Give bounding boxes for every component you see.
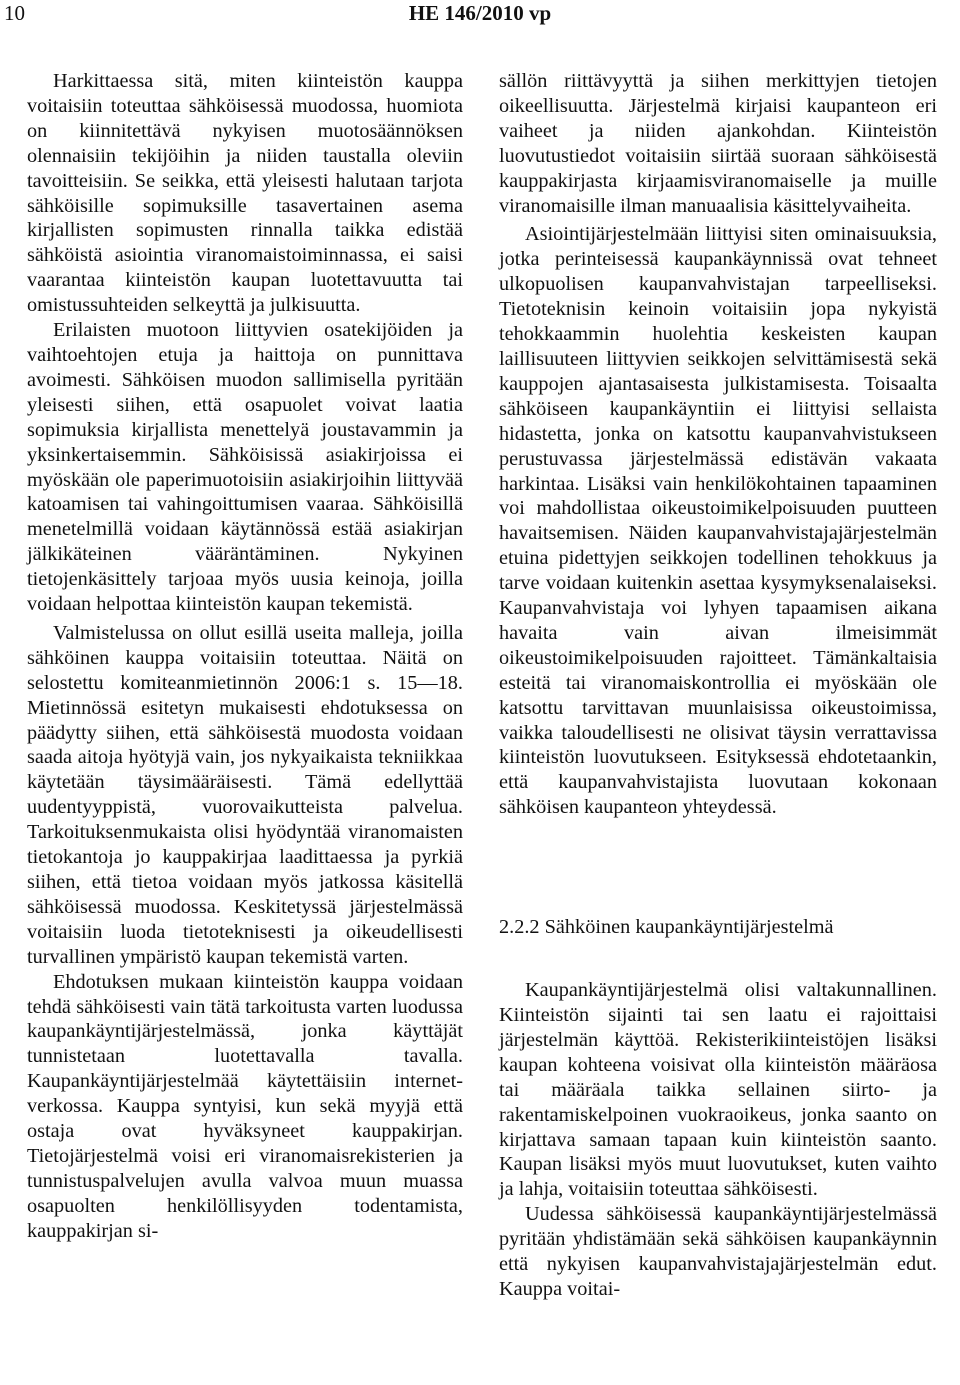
paragraph: Erilaisten muotoon liittyvien osatekijöiden ja vaihtoehtojen etuja ja haittoja on punnittava avoimesti. Sähköisen muodon sallimisella pyritään yleisesti siihen, että osapuolet voivat laatia sopimuksia kirjallista menettelyä joustavammin ja yksinkertaisemmin. Sähköisissä asiakirjoissa ei myöskään ole paperimuotoisiin asiakirjoihin liittyvää katoamisen tai vahingoittumisen vaaraa. Sähköisillä menetelmillä voidaan käytännössä estää asiakirjan jälkikäteinen vääräntäminen. Nykyinen tietojenkäsittely tarjoaa myös uusia keinoja, joilla voidaan helpottaa kiinteistön kaupan tekemistä. — [27, 319, 463, 616]
paragraph: Asiointijärjestelmään liittyisi siten ominaisuuksia, jotka perinteisessä kaupankäynnissä ovat tehneet ulkopuolisen kaupanvahvistajan tarpeelliseksi. Tietoteknisin keinoin voitaisiin jopa nykyistä tehokkaammin huolehtia keskeisten kaupan laillisuuteen liittyvien seikkojen selvittämisestä sekä kauppojen ajantasaisesta julkistamisesta. Toisaalta sähköiseen kaupankäyntiin ei liittyisi sellaista hidastetta, jonka on katsottu kaupanvahvistukseen perustuvassa järjestelmässä edistävän vakaata harkintaa. Lisäksi vain henkilökohtainen tapaaminen voi mahdollistaa oikeustoimikelpoisuuden puutteen havaitsemisen. Näiden kaupanvahvistajajärjestelmän etuina pidettyjen seikkojen todellinen tehokkuus ja tarve voidaan kuitenkin asettaa kysymyksenalaiseksi. Kaupanvahvistaja voi lyhyen tapaamisen aikana havaita vain aivan ilmeisimmät oikeustoimikelpoisuuden rajoitteet. Tämänkaltaisia esteitä tai viranomaiskontrollia ei myöskään ole katsottu tarvittavan muunlaisissa oikeustoimissa, vaikka taloudellisesti ne olisivat täysin verrattavissa kiinteistön luovutukseen. Esityksessä ehdotetaankin, että kaupanvahvistajista luovutaan kokonaan sähköisen kaupanteon yhteydessä. — [499, 223, 937, 819]
section-heading: 2.2.2 Sähköinen kaupankäyntijärjestelmä — [499, 916, 834, 939]
document-id: HE 146/2010 vp — [408, 1, 552, 25]
paragraph: Valmistelussa on ollut esillä useita malleja, joilla sähköinen kauppa voitaisiin toteuttaa. Näitä on selostettu komiteanmietinnön 2006:1 s. 15—18. Mietinnössä esitetyn mukaisesti ehdotuksessa on päädytty siihen, että sähköisestä muodosta voidaan saada aitoja hyötyjä vain, jos nykyaikaista tekniikkaa käytetään täysimääräisesti. Tämä edellyttää uudentyyppistä, vuorovaikutteista palvelua. Tarkoituksenmukaista olisi hyödyntää viranomaisten tietokantoja jo kauppakirjaa laadittaessa ja pyrkiä siihen, että tietoa voidaan myös jatkossa käsitellä sähköisessä muodossa. Keskitetyssä järjestelmässä voitaisiin luoda tietoteknisesti ja oikeudellisesti turvallinen ympäristö kaupan tekemistä varten. — [27, 621, 463, 968]
paragraph: Uudessa sähköisessä kaupankäyntijärjestelmässä pyritään yhdistämään sekä sähköisen kaupankäynnin että nykyisen kaupanvahvistajajärjestelmän edut. Kauppa voitai- — [499, 1203, 937, 1300]
right-column — [499, 69, 937, 1302]
paragraph: Harkittaessa sitä, miten kiinteistön kauppa voitaisiin toteuttaa sähköisessä muodossa, huomiota on kiinnitettävä nykyisen muotosäännöksen olennaisiin tekijöihin ja niiden taustalla oleviin tavoitteisiin. Se seikka, että yleisesti halutaan tarjota sähköisille sopimuksille tasavertainen asema kirjallisten sopimusten rinnalla taikka edistää sähköistä asiointia viranomaistoiminnassa, ei saisi vaarantaa kiinteistön kaupan luotettavuutta tai omistussuhteiden selkeyttä ja julkisuutta. — [27, 70, 463, 317]
paragraph: Kaupankäyntijärjestelmä olisi valtakunnallinen. Kiinteistön sijainti tai sen laatu ei rajoittaisi järjestelmän käyttöä. Rekisterikiinteistöjen lisäksi kaupan kohteena voisivat olla kiinteistön määräosa tai määräala taikka sellainen siirto- ja rakentamiskelpoinen vuokraoikeus, jonka saanto on kirjattava samaan tapaan kuin kiinteistön saanto. Kaupan lisäksi myös muut luovutukset, kuten vaihto ja lahja, voitaisiin toteuttaa sähköisesti. — [499, 979, 937, 1201]
page-header — [0, 0, 960, 40]
left-column — [27, 69, 463, 1244]
page-number: 10 — [4, 1, 25, 25]
paragraph: sällön riittävyyttä ja siihen merkittyjen tietojen oikeellisuutta. Järjestelmä kirjaisi kaupanteon eri vaiheet ja niiden ajankohdan. Kiinteistön luovutustiedot voitaisiin siirtää suoraan sähköisestä kauppakirjasta kirjaamisviranomaiselle ja muille viranomaisille ilman manuaalisia käsittelyvaiheita. — [499, 70, 937, 217]
paragraph: Ehdotuksen mukaan kiinteistön kauppa voidaan tehdä sähköisesti vain tätä tarkoitusta varten luodussa kaupankäyntijärjestelmässä, jonka käyttäjät tunnistetaan luotettavalla tavalla. Kaupankäyntijärjestelmää käytettäisiin internet-verkossa. Kauppa syntyisi, kun sekä myyjä että ostaja ovat hyväksyneet kauppakirjan. Tietojärjestelmä voisi eri viranomaisrekisterien ja tunnistuspalvelujen avulla valvoa muun muassa osapuolten henkilöllisyyden todentamista, kauppakirjan si- — [27, 970, 463, 1242]
